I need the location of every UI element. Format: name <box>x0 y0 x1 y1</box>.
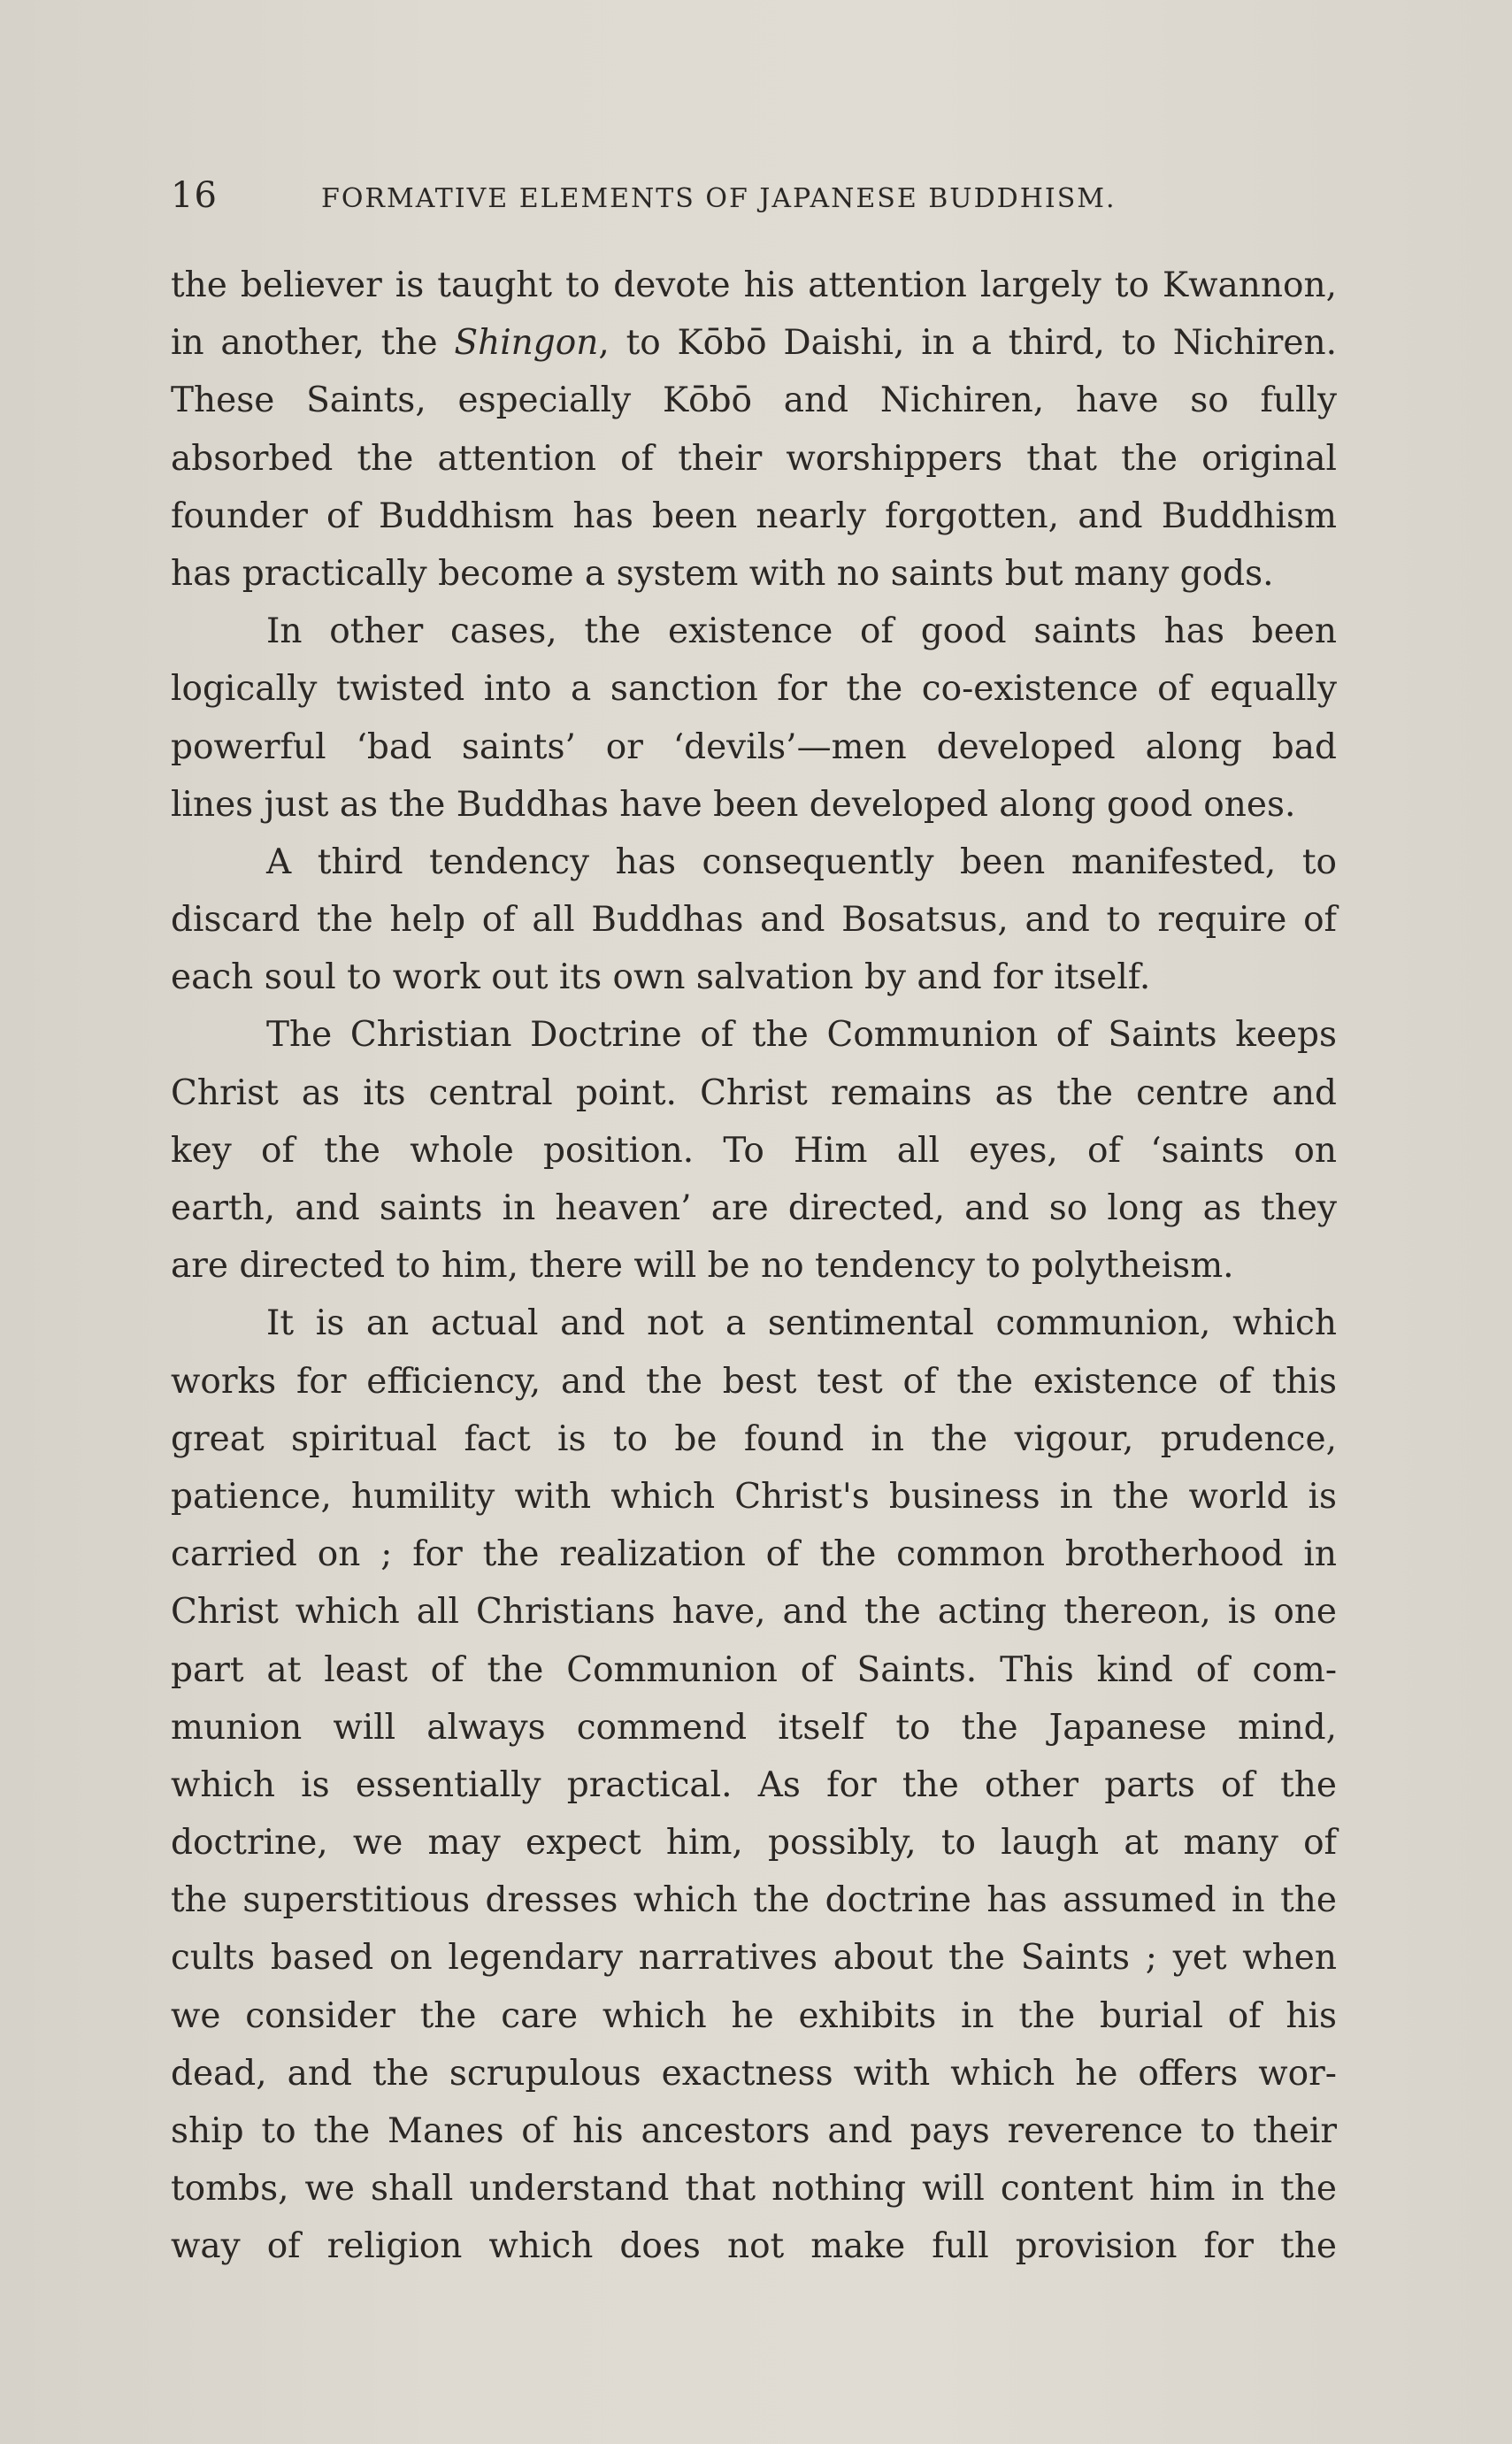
text-line: we consider the care which he exhibits in the burial of his <box>171 1995 1337 2036</box>
text-line: It is an actual and not a sentimental communion, which <box>266 1303 1337 1344</box>
text-line: which is essentially practical. As for the other parts of the <box>171 1764 1337 1805</box>
text-line: carried on ; for the realization of the common brotherhood in <box>171 1534 1337 1575</box>
text-line: These Saints, especially Kōbō and Nichiren, have so fully <box>171 380 1337 421</box>
text-line: the superstitious dresses which the doctrine has assumed in the <box>171 1880 1337 1921</box>
text-line: patience, humility with which Christ's business in the world is <box>171 1476 1337 1517</box>
text-line: lines just as the Buddhas have been developed along good ones. <box>171 784 1296 825</box>
text-line: absorbed the attention of their worshippers that the original <box>171 438 1337 479</box>
text-line: tombs, we shall understand that nothing will content him in the <box>171 2169 1337 2210</box>
text-line: doctrine, we may expect him, possibly, to laugh at many of <box>171 1823 1337 1864</box>
text-line: founder of Buddhism has been nearly forgotten, and Buddhism <box>171 496 1337 536</box>
text-line: works for efficiency, and the best test of the existence of this <box>171 1361 1337 1402</box>
text-line: part at least of the Communion of Saints. This kind of com- <box>171 1649 1337 1690</box>
text-line: in another, the Shingon, to Kōbō Daishi, in a third, to Nichiren. <box>171 323 1337 364</box>
italic-term: Shingon <box>454 323 599 364</box>
text-line: has practically become a system with no saints but many gods. <box>171 553 1274 594</box>
text-line: dead, and the scrupulous exactness with which he offers wor- <box>171 2053 1337 2094</box>
text-line: A third tendency has consequently been manifested, to <box>266 842 1337 882</box>
text-line: way of religion which does not make full provision for the <box>171 2226 1337 2267</box>
text-line: key of the whole position. To Him all eyes, of ‘saints on <box>171 1130 1337 1171</box>
text-line: cults based on legendary narratives about the Saints ; yet when <box>171 1938 1337 1979</box>
text-line: Christ as its central point. Christ remains as the centre and <box>171 1072 1337 1113</box>
text-line: earth, and saints in heaven’ are directed, and so long as they <box>171 1188 1337 1228</box>
body-text <box>171 257 1337 2276</box>
text-line: ship to the Manes of his ancestors and pays reverence to their <box>171 2111 1337 2151</box>
text-line: munion will always commend itself to the Japanese mind, <box>171 1707 1337 1748</box>
page-header <box>171 175 1339 219</box>
text-line: are directed to him, there will be no tendency to polytheism. <box>171 1246 1234 1287</box>
text-line: powerful ‘bad saints’ or ‘devils’—men developed along bad <box>171 726 1337 767</box>
running-title: FORMATIVE ELEMENTS OF JAPANESE BUDDHISM. <box>321 183 1117 214</box>
text-line: the believer is taught to devote his attention largely to Kwannon, <box>171 265 1337 305</box>
text-line: discard the help of all Buddhas and Bosatsus, and to require of <box>171 900 1337 941</box>
text-line: logically twisted into a sanction for the co-existence of equally <box>171 669 1337 710</box>
text-line: great spiritual fact is to be found in the vigour, prudence, <box>171 1418 1337 1459</box>
text-line: Christ which all Christians have, and the acting thereon, is one <box>171 1592 1337 1633</box>
page-number: 16 <box>171 175 218 216</box>
text-line: The Christian Doctrine of the Communion of Saints keeps <box>266 1015 1337 1056</box>
text-line: each soul to work out its own salvation by and for itself. <box>171 957 1151 998</box>
text-line: In other cases, the existence of good saints has been <box>266 611 1337 652</box>
